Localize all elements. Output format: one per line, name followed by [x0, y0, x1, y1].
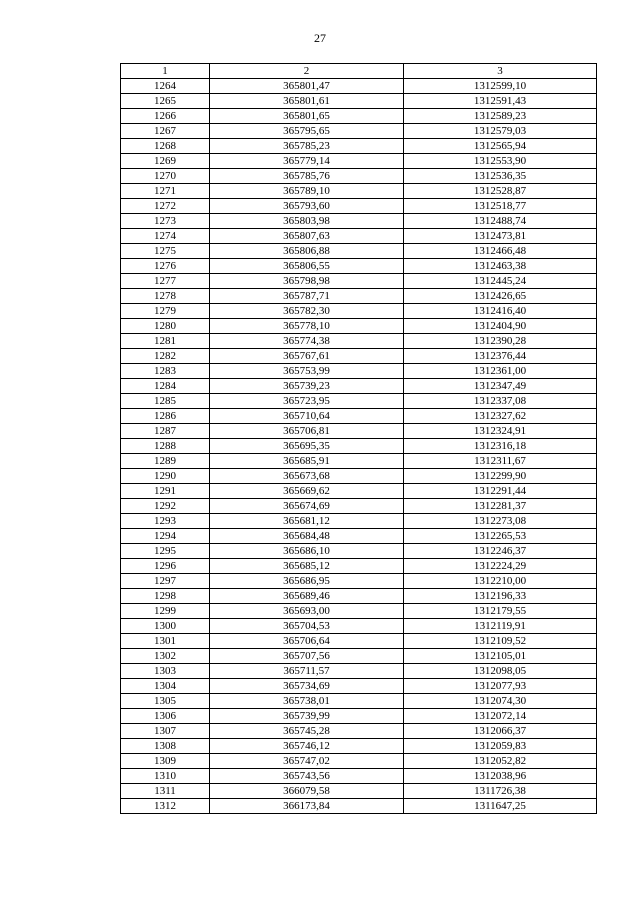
- cell-y-coordinate: 1312361,00: [404, 364, 597, 379]
- cell-point-number: 1286: [121, 409, 210, 424]
- cell-y-coordinate: 1312098,05: [404, 664, 597, 679]
- table-row: [121, 439, 597, 454]
- cell-point-number: 1298: [121, 589, 210, 604]
- cell-x-coordinate: 365710,64: [210, 409, 404, 424]
- cell-y-coordinate: 1312445,24: [404, 274, 597, 289]
- cell-x-coordinate: 365681,12: [210, 514, 404, 529]
- table-row: [121, 754, 597, 769]
- cell-y-coordinate: 1312066,37: [404, 724, 597, 739]
- cell-y-coordinate: 1312553,90: [404, 154, 597, 169]
- cell-y-coordinate: 1312466,48: [404, 244, 597, 259]
- cell-point-number: 1312: [121, 799, 210, 814]
- cell-y-coordinate: 1312404,90: [404, 319, 597, 334]
- cell-point-number: 1300: [121, 619, 210, 634]
- cell-point-number: 1305: [121, 694, 210, 709]
- table-row: [121, 109, 597, 124]
- coordinates-table: [120, 63, 597, 814]
- cell-y-coordinate: 1311647,25: [404, 799, 597, 814]
- cell-x-coordinate: 365778,10: [210, 319, 404, 334]
- cell-x-coordinate: 365695,35: [210, 439, 404, 454]
- cell-point-number: 1279: [121, 304, 210, 319]
- cell-x-coordinate: 366173,84: [210, 799, 404, 814]
- table-row: [121, 784, 597, 799]
- cell-x-coordinate: 365753,99: [210, 364, 404, 379]
- table-row: [121, 619, 597, 634]
- cell-x-coordinate: 365686,95: [210, 574, 404, 589]
- cell-y-coordinate: 1312210,00: [404, 574, 597, 589]
- table-row: [121, 499, 597, 514]
- cell-x-coordinate: 365674,69: [210, 499, 404, 514]
- table-row: [121, 529, 597, 544]
- cell-y-coordinate: 1312536,35: [404, 169, 597, 184]
- table-row: [121, 709, 597, 724]
- cell-x-coordinate: 365767,61: [210, 349, 404, 364]
- cell-point-number: 1277: [121, 274, 210, 289]
- cell-x-coordinate: 365806,55: [210, 259, 404, 274]
- table-row: [121, 544, 597, 559]
- cell-y-coordinate: 1312327,62: [404, 409, 597, 424]
- cell-y-coordinate: 1312299,90: [404, 469, 597, 484]
- cell-x-coordinate: 365807,63: [210, 229, 404, 244]
- cell-point-number: 1311: [121, 784, 210, 799]
- cell-x-coordinate: 365787,71: [210, 289, 404, 304]
- cell-x-coordinate: 365734,69: [210, 679, 404, 694]
- cell-point-number: 1270: [121, 169, 210, 184]
- cell-x-coordinate: 365801,61: [210, 94, 404, 109]
- cell-point-number: 1293: [121, 514, 210, 529]
- cell-y-coordinate: 1312565,94: [404, 139, 597, 154]
- column-header-y: 3: [404, 64, 597, 79]
- cell-point-number: 1273: [121, 214, 210, 229]
- cell-y-coordinate: 1312416,40: [404, 304, 597, 319]
- cell-point-number: 1288: [121, 439, 210, 454]
- cell-y-coordinate: 1312291,44: [404, 484, 597, 499]
- cell-y-coordinate: 1312109,52: [404, 634, 597, 649]
- cell-x-coordinate: 365707,56: [210, 649, 404, 664]
- cell-y-coordinate: 1312376,44: [404, 349, 597, 364]
- table-row: [121, 574, 597, 589]
- cell-y-coordinate: 1312488,74: [404, 214, 597, 229]
- table-row: [121, 154, 597, 169]
- cell-x-coordinate: 365685,12: [210, 559, 404, 574]
- table-row: [121, 244, 597, 259]
- cell-point-number: 1290: [121, 469, 210, 484]
- cell-point-number: 1309: [121, 754, 210, 769]
- page-number: 27: [314, 31, 326, 45]
- cell-x-coordinate: 365745,28: [210, 724, 404, 739]
- table-header-row: [121, 64, 597, 79]
- table-row: [121, 259, 597, 274]
- cell-point-number: 1304: [121, 679, 210, 694]
- cell-point-number: 1272: [121, 199, 210, 214]
- table-row: [121, 649, 597, 664]
- cell-point-number: 1295: [121, 544, 210, 559]
- cell-point-number: 1296: [121, 559, 210, 574]
- cell-x-coordinate: 365746,12: [210, 739, 404, 754]
- cell-x-coordinate: 365689,46: [210, 589, 404, 604]
- table-row: [121, 799, 597, 814]
- table-row: [121, 424, 597, 439]
- cell-point-number: 1285: [121, 394, 210, 409]
- column-header-x: 2: [210, 64, 404, 79]
- cell-point-number: 1269: [121, 154, 210, 169]
- cell-y-coordinate: 1312281,37: [404, 499, 597, 514]
- table-row: [121, 304, 597, 319]
- cell-y-coordinate: 1312059,83: [404, 739, 597, 754]
- cell-y-coordinate: 1312105,01: [404, 649, 597, 664]
- cell-point-number: 1292: [121, 499, 210, 514]
- cell-point-number: 1268: [121, 139, 210, 154]
- cell-point-number: 1310: [121, 769, 210, 784]
- cell-y-coordinate: 1312518,77: [404, 199, 597, 214]
- table-row: [121, 289, 597, 304]
- cell-point-number: 1265: [121, 94, 210, 109]
- table-row: [121, 274, 597, 289]
- cell-y-coordinate: 1312337,08: [404, 394, 597, 409]
- table-row: [121, 634, 597, 649]
- table-row: [121, 124, 597, 139]
- cell-point-number: 1280: [121, 319, 210, 334]
- cell-x-coordinate: 365785,76: [210, 169, 404, 184]
- cell-x-coordinate: 365739,23: [210, 379, 404, 394]
- table-row: [121, 229, 597, 244]
- cell-x-coordinate: 365789,10: [210, 184, 404, 199]
- cell-x-coordinate: 365723,95: [210, 394, 404, 409]
- cell-x-coordinate: 365779,14: [210, 154, 404, 169]
- cell-y-coordinate: 1311726,38: [404, 784, 597, 799]
- cell-y-coordinate: 1312589,23: [404, 109, 597, 124]
- table-row: [121, 769, 597, 784]
- cell-point-number: 1307: [121, 724, 210, 739]
- cell-y-coordinate: 1312316,18: [404, 439, 597, 454]
- cell-point-number: 1291: [121, 484, 210, 499]
- cell-x-coordinate: 365739,99: [210, 709, 404, 724]
- cell-y-coordinate: 1312311,67: [404, 454, 597, 469]
- cell-y-coordinate: 1312072,14: [404, 709, 597, 724]
- cell-point-number: 1297: [121, 574, 210, 589]
- cell-point-number: 1266: [121, 109, 210, 124]
- cell-x-coordinate: 366079,58: [210, 784, 404, 799]
- cell-y-coordinate: 1312579,03: [404, 124, 597, 139]
- table-row: [121, 739, 597, 754]
- cell-x-coordinate: 365774,38: [210, 334, 404, 349]
- cell-x-coordinate: 365785,23: [210, 139, 404, 154]
- cell-y-coordinate: 1312273,08: [404, 514, 597, 529]
- cell-x-coordinate: 365795,65: [210, 124, 404, 139]
- table-row: [121, 394, 597, 409]
- cell-point-number: 1274: [121, 229, 210, 244]
- table-row: [121, 559, 597, 574]
- table-row: [121, 694, 597, 709]
- cell-x-coordinate: 365782,30: [210, 304, 404, 319]
- table-row: [121, 139, 597, 154]
- cell-y-coordinate: 1312179,55: [404, 604, 597, 619]
- cell-point-number: 1264: [121, 79, 210, 94]
- cell-x-coordinate: 365704,53: [210, 619, 404, 634]
- cell-point-number: 1278: [121, 289, 210, 304]
- column-header-number: 1: [121, 64, 210, 79]
- cell-x-coordinate: 365706,81: [210, 424, 404, 439]
- table-row: [121, 169, 597, 184]
- cell-x-coordinate: 365801,65: [210, 109, 404, 124]
- table-row: [121, 514, 597, 529]
- cell-y-coordinate: 1312077,93: [404, 679, 597, 694]
- cell-point-number: 1301: [121, 634, 210, 649]
- cell-point-number: 1289: [121, 454, 210, 469]
- cell-point-number: 1303: [121, 664, 210, 679]
- cell-point-number: 1284: [121, 379, 210, 394]
- cell-x-coordinate: 365738,01: [210, 694, 404, 709]
- cell-y-coordinate: 1312591,43: [404, 94, 597, 109]
- cell-x-coordinate: 365743,56: [210, 769, 404, 784]
- cell-point-number: 1275: [121, 244, 210, 259]
- cell-point-number: 1282: [121, 349, 210, 364]
- cell-point-number: 1308: [121, 739, 210, 754]
- cell-y-coordinate: 1312119,91: [404, 619, 597, 634]
- table-row: [121, 679, 597, 694]
- cell-x-coordinate: 365693,00: [210, 604, 404, 619]
- table-row: [121, 79, 597, 94]
- cell-point-number: 1271: [121, 184, 210, 199]
- cell-y-coordinate: 1312463,38: [404, 259, 597, 274]
- cell-point-number: 1281: [121, 334, 210, 349]
- cell-x-coordinate: 365684,48: [210, 529, 404, 544]
- table-row: [121, 364, 597, 379]
- table-row: [121, 469, 597, 484]
- table-row: [121, 184, 597, 199]
- cell-x-coordinate: 365747,02: [210, 754, 404, 769]
- cell-y-coordinate: 1312246,37: [404, 544, 597, 559]
- table-row: [121, 604, 597, 619]
- cell-x-coordinate: 365798,98: [210, 274, 404, 289]
- cell-x-coordinate: 365673,68: [210, 469, 404, 484]
- cell-y-coordinate: 1312052,82: [404, 754, 597, 769]
- cell-y-coordinate: 1312265,53: [404, 529, 597, 544]
- cell-y-coordinate: 1312599,10: [404, 79, 597, 94]
- cell-x-coordinate: 365685,91: [210, 454, 404, 469]
- cell-x-coordinate: 365711,57: [210, 664, 404, 679]
- cell-x-coordinate: 365801,47: [210, 79, 404, 94]
- table-row: [121, 379, 597, 394]
- table-row: [121, 589, 597, 604]
- cell-y-coordinate: 1312347,49: [404, 379, 597, 394]
- cell-y-coordinate: 1312473,81: [404, 229, 597, 244]
- table-row: [121, 199, 597, 214]
- cell-y-coordinate: 1312528,87: [404, 184, 597, 199]
- cell-y-coordinate: 1312224,29: [404, 559, 597, 574]
- cell-point-number: 1294: [121, 529, 210, 544]
- cell-point-number: 1276: [121, 259, 210, 274]
- table-row: [121, 94, 597, 109]
- table-row: [121, 349, 597, 364]
- table-body: [121, 79, 597, 814]
- cell-x-coordinate: 365669,62: [210, 484, 404, 499]
- cell-point-number: 1283: [121, 364, 210, 379]
- cell-y-coordinate: 1312324,91: [404, 424, 597, 439]
- cell-y-coordinate: 1312196,33: [404, 589, 597, 604]
- cell-y-coordinate: 1312074,30: [404, 694, 597, 709]
- cell-x-coordinate: 365803,98: [210, 214, 404, 229]
- table-row: [121, 484, 597, 499]
- table-row: [121, 724, 597, 739]
- cell-x-coordinate: 365793,60: [210, 199, 404, 214]
- cell-point-number: 1306: [121, 709, 210, 724]
- cell-point-number: 1299: [121, 604, 210, 619]
- cell-y-coordinate: 1312390,28: [404, 334, 597, 349]
- cell-y-coordinate: 1312426,65: [404, 289, 597, 304]
- table-row: [121, 664, 597, 679]
- table-row: [121, 454, 597, 469]
- cell-y-coordinate: 1312038,96: [404, 769, 597, 784]
- cell-x-coordinate: 365806,88: [210, 244, 404, 259]
- table-row: [121, 334, 597, 349]
- cell-point-number: 1267: [121, 124, 210, 139]
- table-row: [121, 214, 597, 229]
- cell-x-coordinate: 365706,64: [210, 634, 404, 649]
- cell-point-number: 1302: [121, 649, 210, 664]
- table-row: [121, 319, 597, 334]
- cell-x-coordinate: 365686,10: [210, 544, 404, 559]
- cell-point-number: 1287: [121, 424, 210, 439]
- table-row: [121, 409, 597, 424]
